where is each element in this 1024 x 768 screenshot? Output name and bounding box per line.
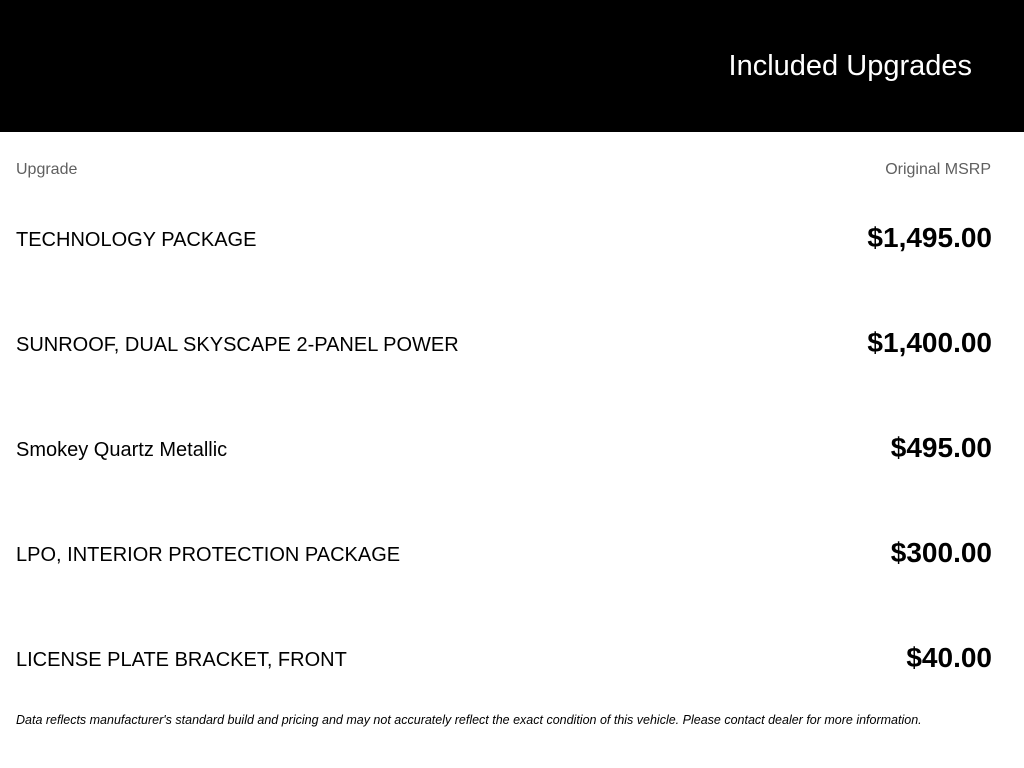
disclaimer-text: Data reflects manufacturer's standard build and pricing and may not accurately reflect the exact condition of this vehicle. Please contact dealer for more information. [16, 713, 922, 727]
upgrade-price: $40.00 [906, 642, 992, 673]
upgrade-price: $495.00 [890, 432, 992, 463]
upgrade-name: LICENSE PLATE BRACKET, FRONT [16, 649, 347, 671]
upgrade-row [0, 429, 1024, 469]
upgrade-row [0, 534, 1024, 574]
upgrade-row [0, 639, 1024, 679]
upgrade-price: $1,495.00 [867, 222, 992, 253]
upgrade-name: TECHNOLOGY PACKAGE [16, 229, 257, 251]
header-bar [0, 0, 1024, 132]
upgrade-name: SUNROOF, DUAL SKYSCAPE 2-PANEL POWER [16, 334, 459, 356]
upgrade-price: $300.00 [890, 537, 992, 568]
upgrade-price: $1,400.00 [867, 327, 992, 358]
column-header-msrp: Original MSRP [885, 161, 991, 178]
upgrade-name: LPO, INTERIOR PROTECTION PACKAGE [16, 544, 401, 566]
upgrade-row [0, 219, 1024, 259]
upgrade-name: Smokey Quartz Metallic [16, 439, 228, 461]
page-title: Included Upgrades [728, 50, 972, 82]
column-header-upgrade: Upgrade [16, 161, 78, 178]
upgrade-row [0, 324, 1024, 364]
